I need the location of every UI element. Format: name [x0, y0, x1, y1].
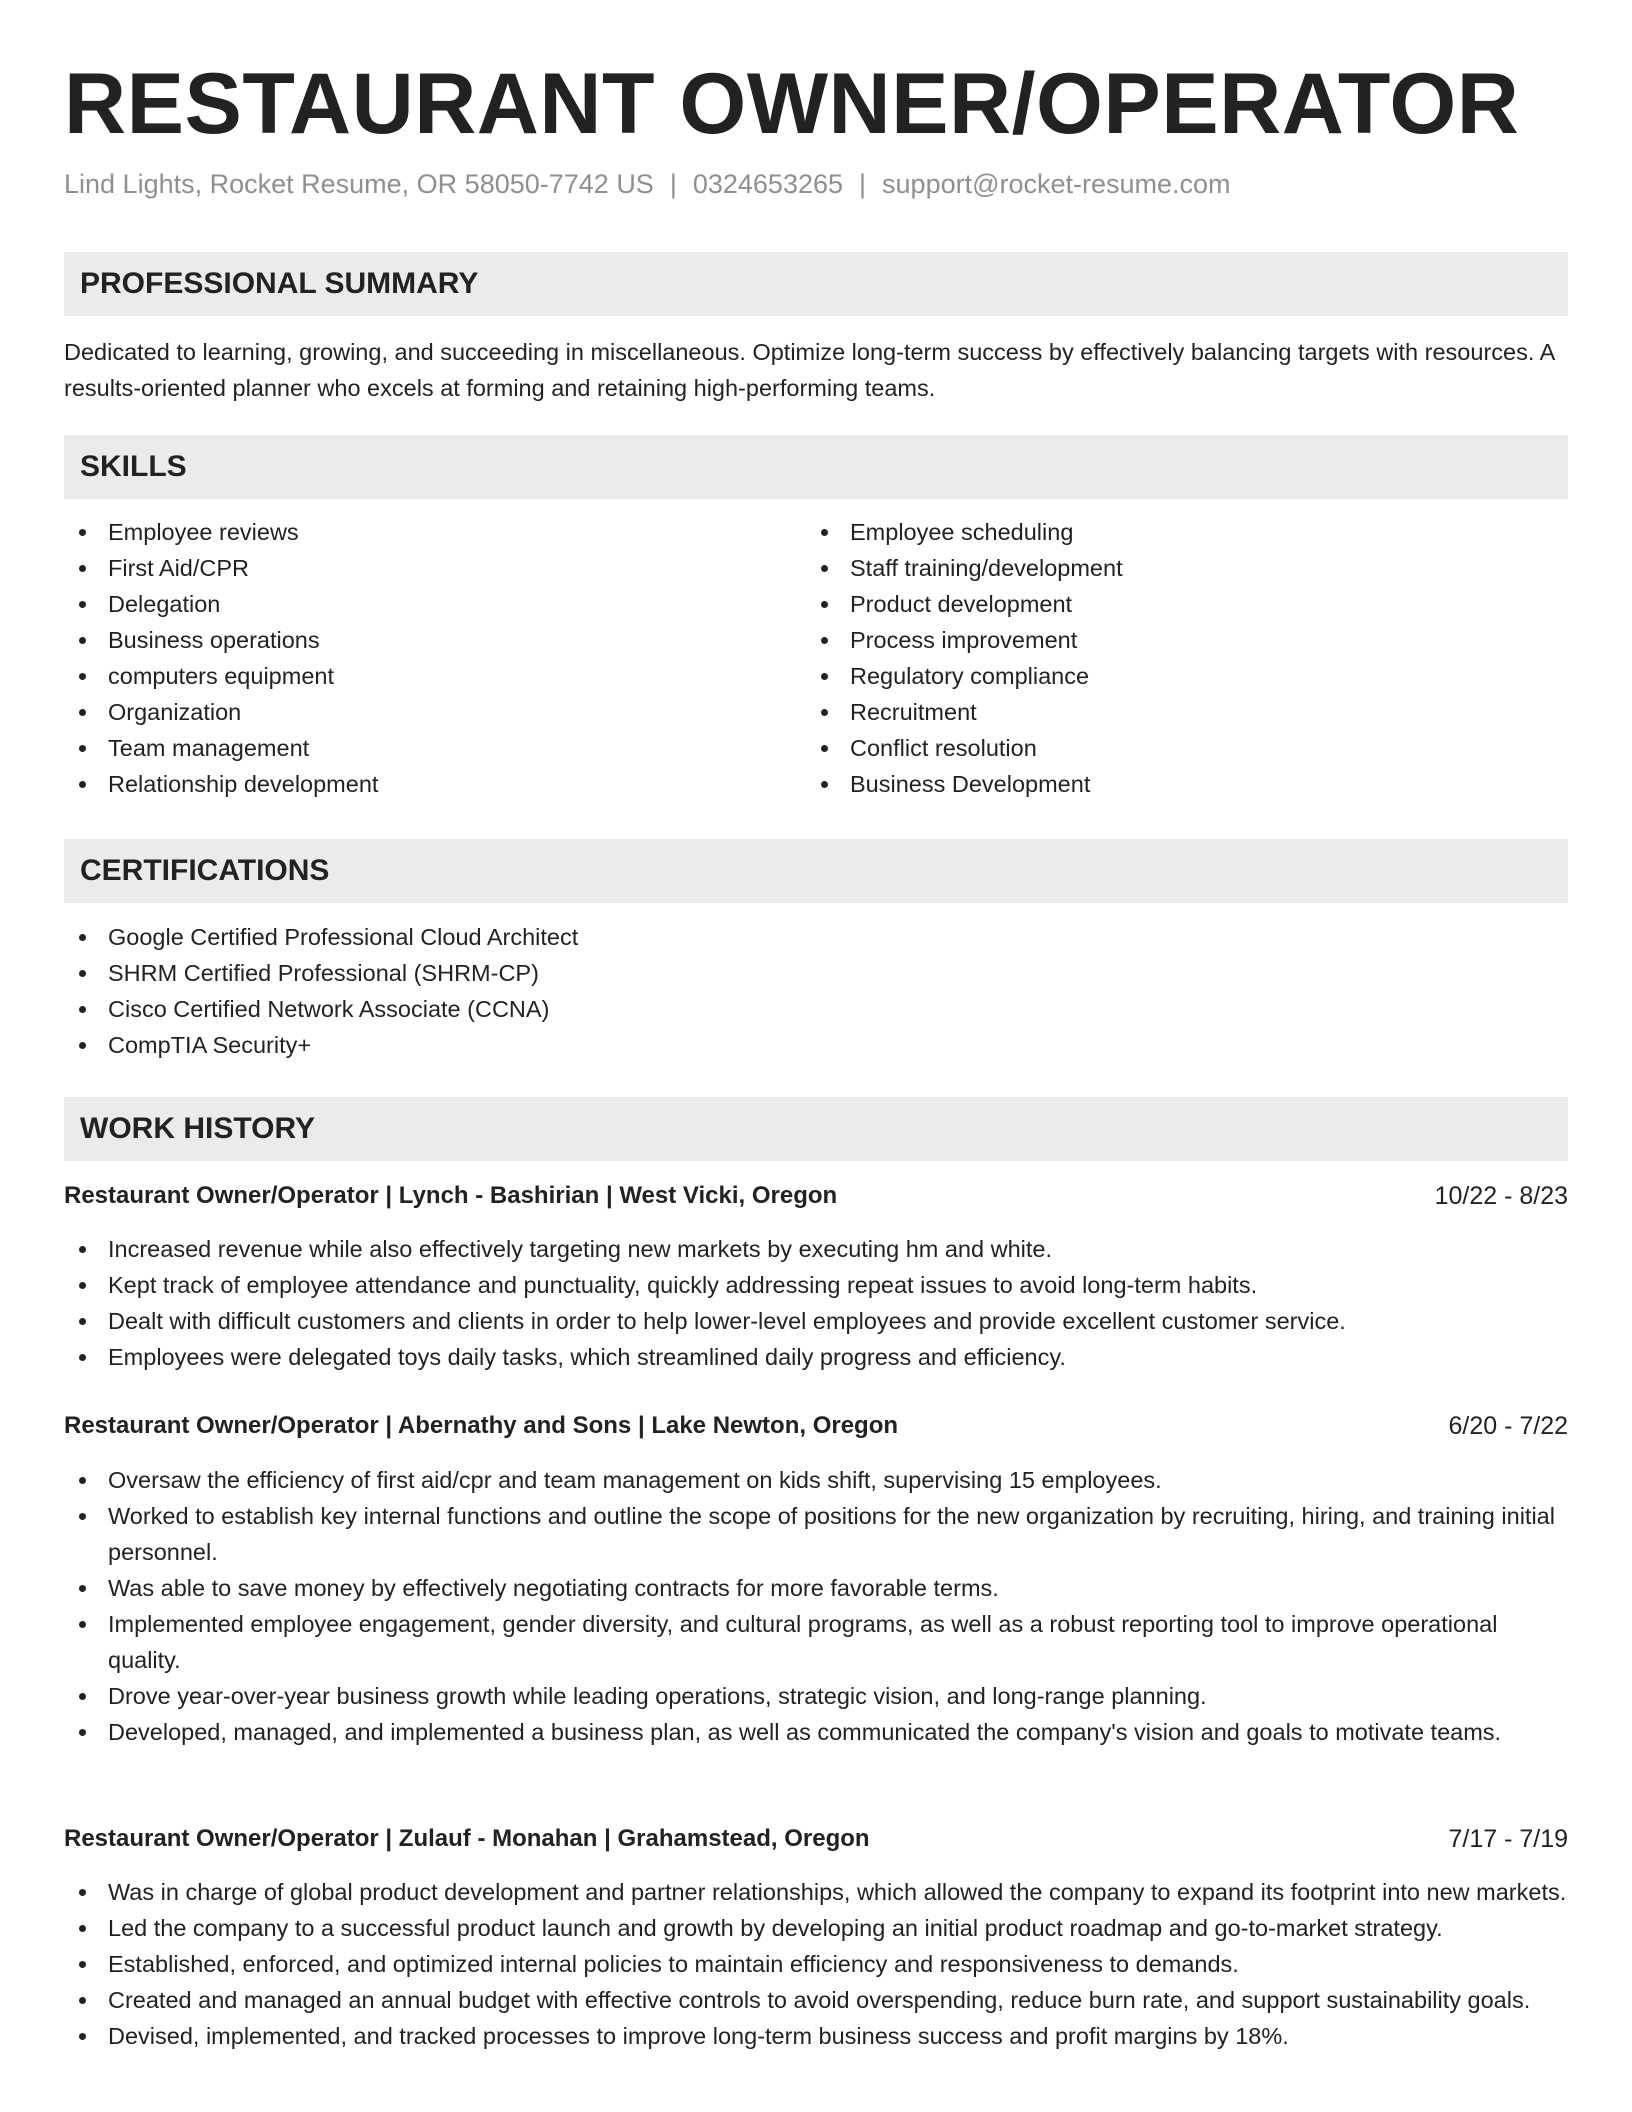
skill-item: Process improvement: [806, 622, 1546, 658]
job-bullets: [64, 1874, 1568, 2054]
skill-item: Team management: [64, 730, 804, 766]
job-dates: 6/20 - 7/22: [1448, 1412, 1568, 1440]
section-heading-certifications: CERTIFICATIONS: [64, 839, 1568, 903]
skill-item: Delegation: [64, 586, 804, 622]
job-bullet: Kept track of employee attendance and punctuality, quickly addressing repeat issues to avoid long-term habits.: [64, 1267, 1568, 1303]
section-heading-summary: PROFESSIONAL SUMMARY: [64, 252, 1568, 316]
contact-email[interactable]: support@rocket-resume.com: [882, 169, 1231, 199]
skill-item: Business operations: [64, 622, 804, 658]
job-bullet: Dealt with difficult customers and clients in order to help lower-level employees and provide excellent customer service.: [64, 1303, 1568, 1339]
contact-separator: |: [859, 169, 867, 199]
skill-item: Staff training/development: [806, 550, 1546, 586]
skill-item: Employee scheduling: [806, 514, 1546, 550]
skill-item: Organization: [64, 694, 804, 730]
certification-item: CompTIA Security+: [64, 1027, 1568, 1063]
section-heading-work-history: WORK HISTORY: [64, 1097, 1568, 1161]
contact-phone: 0324653265: [692, 169, 844, 199]
certification-item: SHRM Certified Professional (SHRM-CP): [64, 955, 1568, 991]
skill-item: computers equipment: [64, 658, 804, 694]
job-bullet: Employees were delegated toys daily tasks, which streamlined daily progress and efficiency.: [64, 1339, 1568, 1375]
section-heading-skills: SKILLS: [64, 435, 1568, 499]
job-title: Restaurant Owner/Operator | Lynch - Bashirian | West Vicki, Oregon: [64, 1182, 838, 1209]
skill-item: Recruitment: [806, 694, 1546, 730]
skill-item: Regulatory compliance: [806, 658, 1546, 694]
job-bullet: Increased revenue while also effectively targeting new markets by executing hm and white.: [64, 1231, 1568, 1267]
skill-item: Business Development: [806, 766, 1546, 802]
job-bullet: Developed, managed, and implemented a business plan, as well as communicated the company's vision and goals to motivate teams.: [64, 1714, 1568, 1750]
job-bullet: Led the company to a successful product launch and growth by developing an initial product roadmap and go-to-market strategy.: [64, 1910, 1568, 1946]
certification-item: Google Certified Professional Cloud Architect: [64, 919, 1568, 955]
certification-item: Cisco Certified Network Associate (CCNA): [64, 991, 1568, 1027]
job-bullet: Devised, implemented, and tracked processes to improve long-term business success and profit margins by 18%.: [64, 2018, 1568, 2054]
job-bullet: Created and managed an annual budget with effective controls to avoid overspending, reduce burn rate, and support sustainability goals.: [64, 1982, 1568, 2018]
job-title: Restaurant Owner/Operator | Zulauf - Monahan | Grahamstead, Oregon: [64, 1825, 870, 1852]
job-dates: 10/22 - 8/23: [1434, 1182, 1568, 1210]
skill-item: Product development: [806, 586, 1546, 622]
skill-item: First Aid/CPR: [64, 550, 804, 586]
job-bullet: Was in charge of global product development and partner relationships, which allowed the company to expand its footprint into new markets.: [64, 1874, 1568, 1910]
job-bullet: Established, enforced, and optimized internal policies to maintain efficiency and responsiveness to demands.: [64, 1946, 1568, 1982]
skill-item: Relationship development: [64, 766, 804, 802]
skills-list-right: [806, 514, 1546, 802]
job-bullet: Drove year-over-year business growth while leading operations, strategic vision, and long-range planning.: [64, 1678, 1568, 1714]
contact-separator: |: [669, 169, 677, 199]
contact-line: [64, 166, 1231, 202]
job-bullets: [64, 1462, 1568, 1750]
skill-item: Conflict resolution: [806, 730, 1546, 766]
job-title: Restaurant Owner/Operator | Abernathy and Sons | Lake Newton, Oregon: [64, 1412, 899, 1439]
skill-item: Employee reviews: [64, 514, 804, 550]
resume-name: RESTAURANT OWNER/OPERATOR: [64, 56, 1520, 152]
job-dates: 7/17 - 7/19: [1448, 1825, 1568, 1853]
job-bullet: Worked to establish key internal functions and outline the scope of positions for the new organization by recruiting, hiring, and training initial personnel.: [64, 1498, 1568, 1570]
job-bullets: [64, 1231, 1568, 1375]
skills-list-left: [64, 514, 804, 802]
job-bullet: Oversaw the efficiency of first aid/cpr and team management on kids shift, supervising 15 employees.: [64, 1462, 1568, 1498]
job-bullet: Was able to save money by effectively negotiating contracts for more favorable terms.: [64, 1570, 1568, 1606]
job-bullet: Implemented employee engagement, gender diversity, and cultural programs, as well as a robust reporting tool to improve operational quality.: [64, 1606, 1568, 1678]
certifications-list: [64, 919, 1568, 1063]
contact-address: Lind Lights, Rocket Resume, OR 58050-7742 US: [64, 169, 654, 199]
summary-text: Dedicated to learning, growing, and succeeding in miscellaneous. Optimize long-term success by effectively balancing targets with resources. A results-oriented planner who excels at forming and retaining high-performing teams.: [64, 339, 1554, 401]
